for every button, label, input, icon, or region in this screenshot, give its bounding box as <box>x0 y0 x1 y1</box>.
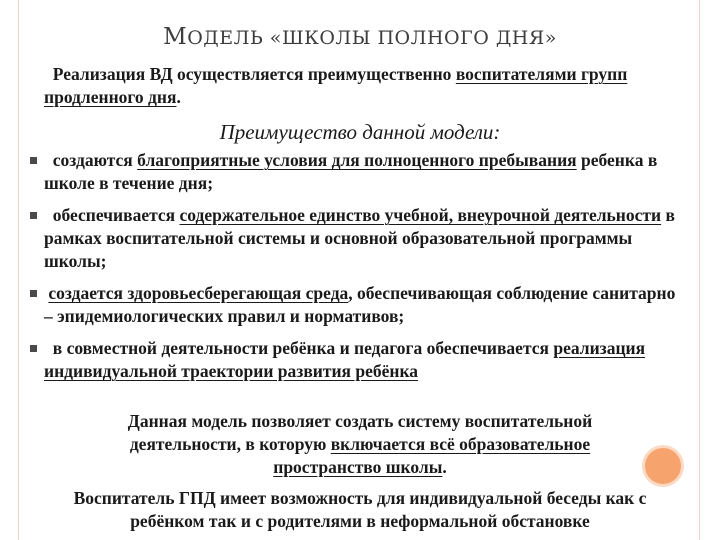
intro-text: Реализация ВД осуществляется преимущественно <box>52 64 456 84</box>
bullet-item-3: создается здоровьесберегающая среда, обеспечивающая соблюдение санитарно – эпидемиологических правил и нормативов; <box>44 283 676 326</box>
bullet-marker <box>30 345 37 352</box>
intro-paragraph <box>44 63 684 109</box>
bullet-marker <box>30 290 37 297</box>
bullet-marker <box>30 212 37 219</box>
title-text-2: ШКОЛЫ ПОЛНОГО ДНЯ» <box>281 27 557 49</box>
summary-paragraph: Данная модель позволяет создать систему воспитательной деятельности, в которую включается всё образовательное пространство школы. <box>127 411 593 477</box>
title-text-1: ОДЕЛЬ « <box>187 27 282 49</box>
gpd-paragraph: Воспитатель ГПД имеет возможность для индивидуальной беседы как с ребёнком так и с родителями в неформальной обстановке <box>73 488 647 531</box>
bullet-item-2: обеспечивается содержательное единство учебной, внеурочной деятельности в рамках воспитательной системы и основной образовательной программы школы; <box>44 205 675 271</box>
bullet-item-4: в совместной деятельности ребёнка и педагога обеспечивается реализация индивидуальной траектории развития ребёнка <box>44 338 646 381</box>
title-cap-1: М <box>163 24 188 50</box>
decorative-circle <box>645 448 681 484</box>
intro-underlined: воспитателями групп продленного дня <box>44 64 628 107</box>
bullet-item-1: создаются благоприятные условия для полноценного пребывания ребенка в школе в течение дня; <box>44 150 658 193</box>
intro-end: . <box>176 87 181 107</box>
slide-title <box>0 24 720 50</box>
bullet-marker <box>30 157 37 164</box>
subheading: Преимущество данной модели: <box>219 120 501 144</box>
